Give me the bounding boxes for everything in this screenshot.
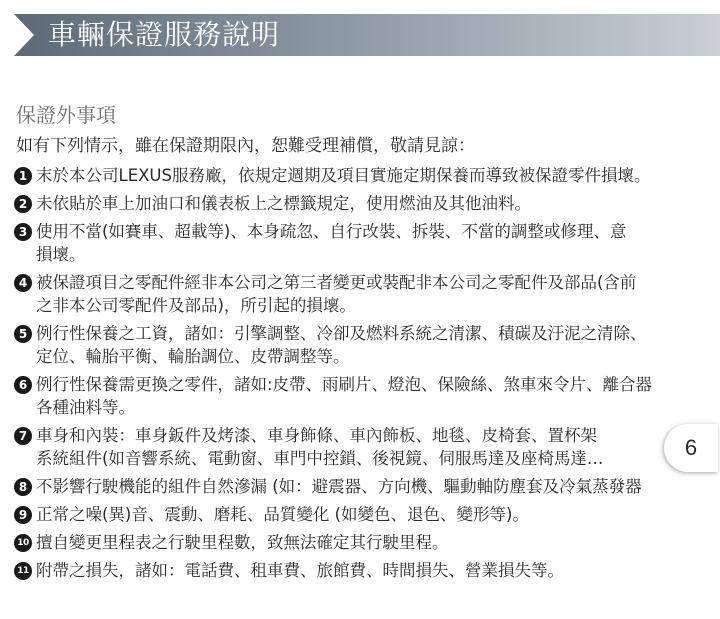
number-circle-icon: 11 <box>14 562 32 580</box>
list-item-text: 損壞。 <box>36 245 86 264</box>
list-item-text: 正常之噪(異)音、震動、磨耗、品質變化 (如變色、退色、變形等)。 <box>36 505 529 524</box>
number-circle-icon: 5 <box>14 325 32 343</box>
number-circle-icon: 3 <box>14 223 32 241</box>
number-circle-icon: 8 <box>14 478 32 496</box>
list-item <box>14 531 720 554</box>
list-item <box>14 424 720 470</box>
list-item-text: 車身和內裝：車身鈑件及烤漆、車身飾條、車內飾板、地毯、皮椅套、置杯架 <box>36 426 597 445</box>
list-item <box>14 475 720 498</box>
list-item-text: 例行性保養之工資，諸如：引擎調整、冷卻及燃料系統之清潔、積碳及汙泥之清除、 <box>36 324 647 343</box>
number-circle-icon: 1 <box>14 167 32 185</box>
list-item <box>14 220 720 266</box>
list-item-text: 擅自變更里程表之行駛里程數，致無法確定其行駛里程。 <box>36 533 449 552</box>
list-item <box>14 164 720 187</box>
list-item-text: 各種油料等。 <box>36 398 135 417</box>
number-circle-icon: 10 <box>14 534 32 552</box>
number-circle-icon: 7 <box>14 427 32 445</box>
list-item-text: 不影響行駛機能的組件自然滲漏 (如：避震器、方向機、驅動軸防塵套及冷氣蒸發器 <box>36 477 642 496</box>
exclusion-list <box>14 164 720 587</box>
list-item-text: 末於本公司LEXUS服務廠，依規定週期及項目實施定期保養而導致被保證零件損壞。 <box>36 166 651 185</box>
number-circle-icon: 9 <box>14 506 32 524</box>
number-circle-icon: 2 <box>14 195 32 213</box>
list-item-text: 例行性保養需更換之零件，諸如:皮帶、雨刷片、燈泡、保險絲、煞車來令片、離合器 <box>36 375 653 394</box>
section-intro: 如有下列情示，雖在保證期限內，恕難受理補償，敬請見諒： <box>16 136 475 156</box>
page-number-badge[interactable]: 6 <box>664 424 718 472</box>
list-item <box>14 373 720 419</box>
header-banner <box>14 14 720 56</box>
chevron-right-icon <box>14 14 34 56</box>
list-item <box>14 322 720 368</box>
list-item-text: 未依貼於車上加油口和儀表板上之標籤規定，使用燃油及其他油料。 <box>36 194 531 213</box>
list-item-text: 附帶之損失，諸如：電話費、租車費、旅館費、時間損失、營業損失等。 <box>36 561 564 580</box>
list-item-text: 使用不當(如賽車、超載等)、本身疏忽、自行改裝、拆裝、不當的調整或修理、意 <box>36 222 627 241</box>
list-item-text: 定位、輪胎平衡、輪胎調位、皮帶調整等。 <box>36 347 350 366</box>
list-item <box>14 559 720 582</box>
section-title: 保證外事項 <box>16 103 116 127</box>
list-item-text: 之非本公司零配件及部品)，所引起的損壞。 <box>36 296 356 315</box>
list-item <box>14 503 720 526</box>
list-item-text: 被保證項目之零配件經非本公司之第三者變更或裝配非本公司之零配件及部品(含前 <box>36 273 637 292</box>
number-circle-icon: 6 <box>14 376 32 394</box>
list-item <box>14 192 720 215</box>
number-circle-icon: 4 <box>14 274 32 292</box>
list-item-text: 系統組件(如音響系統、電動窗、車門中控鎖、後視鏡、伺服馬達及座椅馬達… <box>36 449 604 468</box>
page-title: 車輛保證服務說明 <box>48 18 281 51</box>
list-item <box>14 271 720 317</box>
